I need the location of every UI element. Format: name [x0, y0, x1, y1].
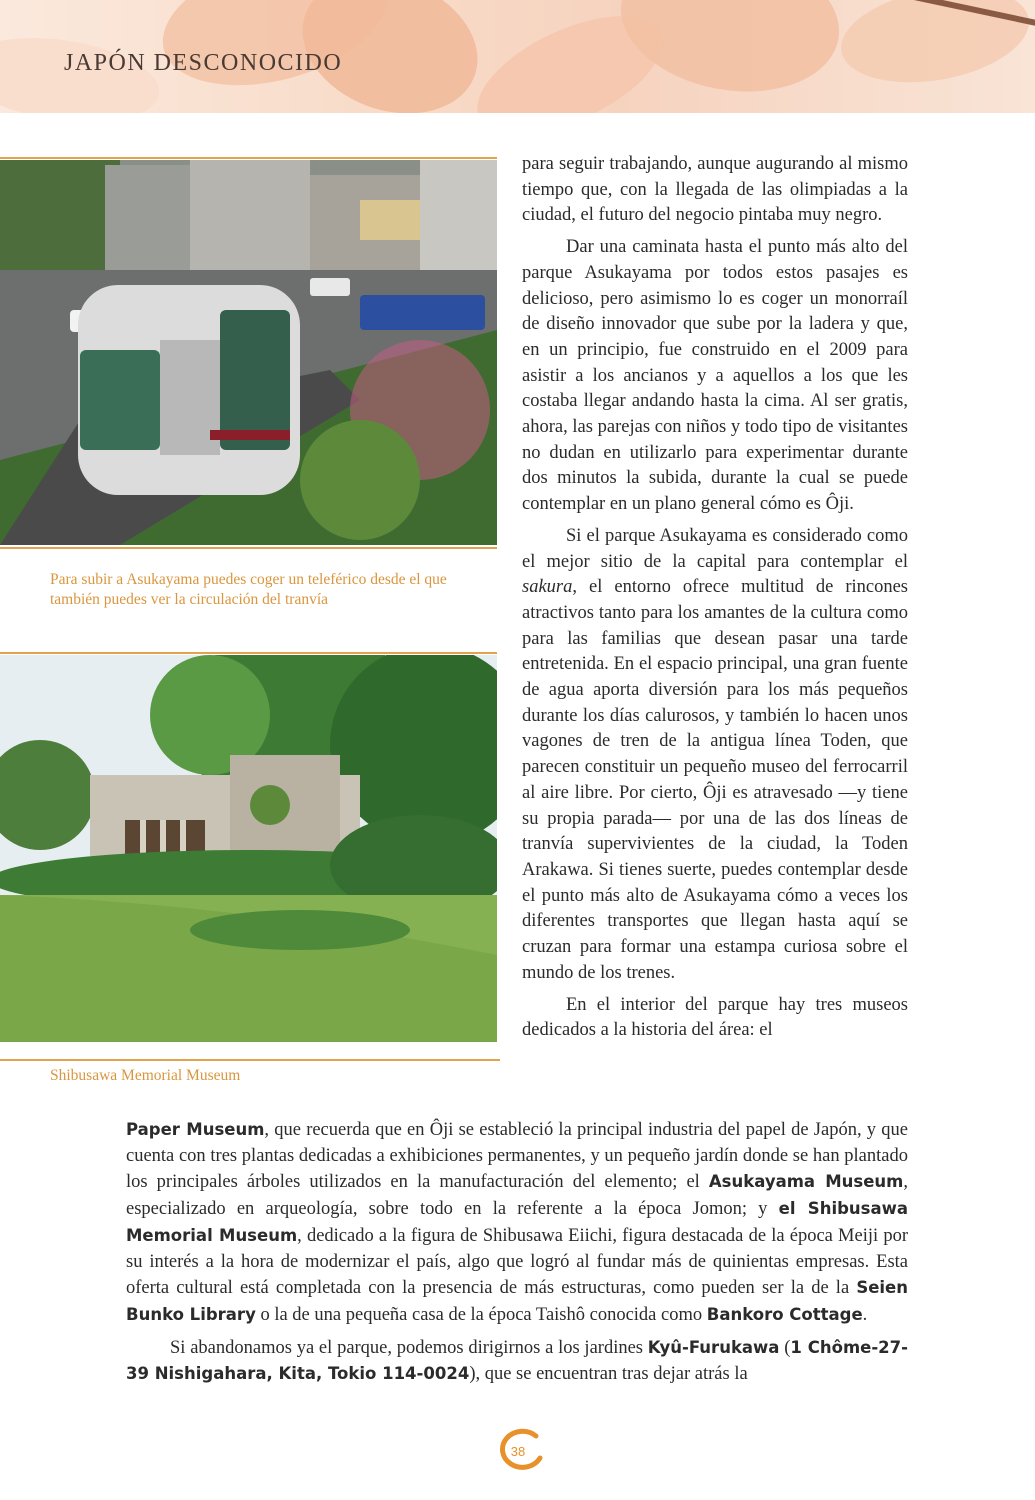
paragraph: Dar una caminata hasta el punto más alto del parque Asukayama por todos estos pasajes es delicioso, pero asimismo lo es coger un monorraíl de diseño innovador que sube por la ladera y que, en un principio, fue construido en el 2009 para asistir a los ancianos y a aquellos a los que les costaba llegar andando hasta la cima. Al ser gratis, ahora, las parejas con niños y todo tipo de visitantes no dudan en utilizarlo para experimentar durante dos minutos la subida, durante la cual se puede contemplar en un plano general cómo es Ôji.: [522, 237, 908, 515]
place-name: el Shibusawa Memorial Museum: [126, 1199, 908, 1245]
page-header: [0, 0, 1035, 113]
address: 1 Chôme-27-39 Nishigahara, Kita, Tokio 114-0024: [126, 1337, 908, 1384]
paragraph-text: , el entorno ofrece multitud de rincones atractivos tanto para los amantes de la cultura como para las familias que desean pasar una tarde entretenida. En el espacio principal, una gran fuente de agua aporta diversión para los más pequeños durante los días calurosos, y también lo hacen unos vagones de tren de la antigua línea Toden, que parecen constituir un pequeño museo del ferrocarril al aire libre. Por cierto, Ôji es atravesado —y tiene su propia parada— por una de las dos líneas de tranvía supervivientes de la ciudad, la Toden Arakawa. Si tienes suerte, puedes contemplar desde el punto más alto de Asukayama cómo a veces los diferentes transportes que llegan hasta aquí se cruzan para formar una estampa curiosa sobre el mundo de los trenes.: [522, 577, 908, 983]
cherry-blossom-decoration: [610, 0, 851, 108]
figure-bottom-rule: [0, 1059, 500, 1061]
paragraph-text: , que recuerda que en Ôji se estableció la principal industria del papel de Japón, y que cuenta con tres plantas dedicadas a exhibiciones permanentes, y un pequeño jardín donde se han plantado los principales árboles utilizados en la manufacturación del elemento; el: [126, 1120, 908, 1193]
running-header-title: JAPÓN DESCONOCIDO: [64, 50, 343, 76]
place-name: Seien Bunko Library: [126, 1278, 908, 1324]
place-name: Bankoro Cottage: [706, 1304, 863, 1324]
figure-bottom-rule: [0, 547, 497, 549]
paragraph-text: (: [779, 1337, 791, 1358]
paragraph: [522, 524, 908, 987]
figure-top-rule: [0, 157, 497, 159]
paragraph-text: Si el parque Asukayama es considerado como el mejor sitio de la capital para contemplar el: [522, 525, 908, 572]
place-name: Paper Museum: [126, 1120, 265, 1139]
paragraph-text: o la de una pequeña casa de la época Taishô conocida como: [255, 1304, 707, 1325]
paragraph-text: ), que se encuentran tras dejar atrás la: [469, 1364, 748, 1385]
paragraph: [126, 1117, 908, 1329]
figure-top-rule: [0, 652, 497, 654]
page-number-badge: [496, 1428, 546, 1472]
figure-caption: Shibusawa Memorial Museum: [50, 1067, 241, 1084]
page-number: 38: [510, 1444, 526, 1459]
place-name: Kyû-Furukawa: [647, 1337, 780, 1357]
monorail-photo: [0, 160, 497, 545]
paragraph-text: .: [862, 1304, 868, 1325]
italic-term: sakura: [522, 577, 573, 598]
paragraph-text: , dedicado a la figura de Shibusawa Eiichi, figura destacada de la época Meiji por su interés a la hora de modernizar el país, algo que logró al fundar más de quinientas empresas. Esta oferta cultural está completada con la presencia de más estructuras, como pueden ser la de la: [126, 1225, 908, 1299]
paragraph: [126, 1335, 908, 1388]
paragraph-text: , especializado en arqueología, sobre todo en la referente a la época Jomon; y: [126, 1172, 908, 1220]
body-fullwidth: [126, 1117, 908, 1388]
paragraph: En el interior del parque hay tres museos dedicados a la historia del área: el: [522, 994, 908, 1041]
paragraph-text: Si abandonamos ya el parque, podemos dirigirnos a los jardines: [170, 1337, 648, 1358]
body-column: [522, 152, 908, 1044]
shibusawa-museum-photo: [0, 655, 497, 1042]
paragraph: para seguir trabajando, aunque augurando al mismo tiempo que, con la llegada de las olimpiadas a la ciudad, el futuro del negocio pintaba muy negro.: [522, 154, 908, 226]
figure-caption: Para subir a Asukayama puedes coger un teleférico desde el que también puedes ver la circulación del tranvía: [50, 571, 447, 608]
place-name: Asukayama Museum: [708, 1172, 904, 1192]
